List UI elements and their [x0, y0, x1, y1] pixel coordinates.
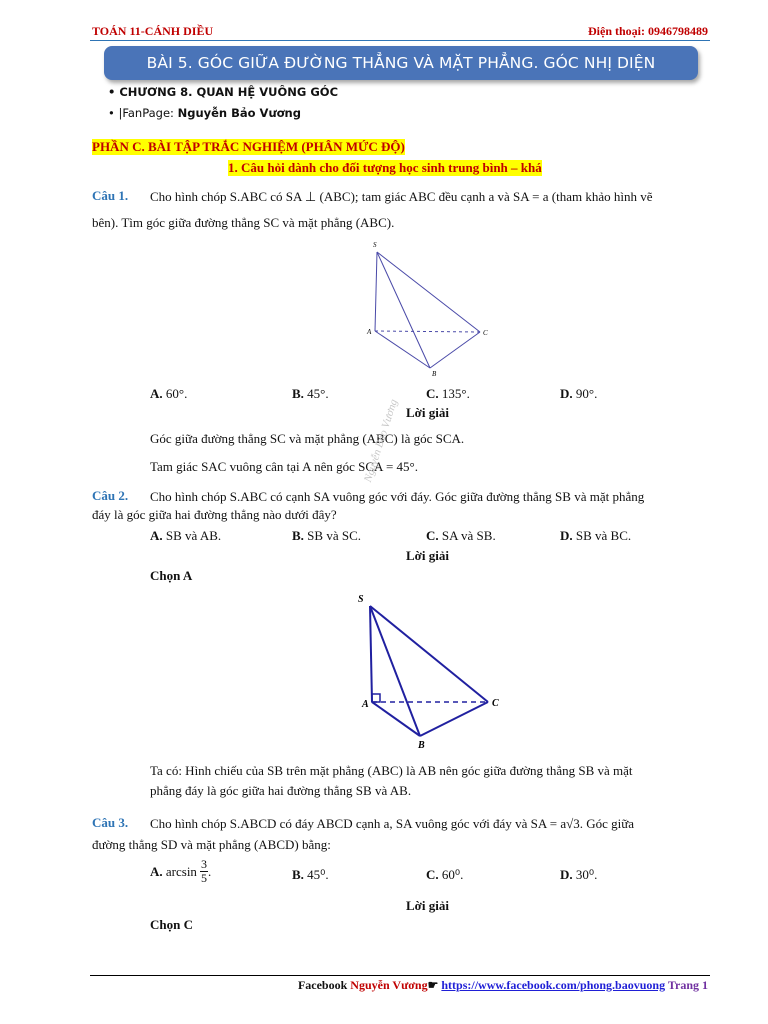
question-2-option-c[interactable] — [426, 527, 496, 545]
edge-sa — [375, 252, 377, 331]
footer-facebook-label: Facebook — [297, 978, 351, 992]
question-3-option-c[interactable] — [426, 866, 463, 884]
question-3-text-line2: đường thẳng SD và mặt phẳng (ABCD) bằng: — [92, 837, 331, 852]
vertex-b-label: B — [432, 370, 437, 378]
fanpage-bullet — [108, 106, 301, 120]
option-value: 45°. — [307, 386, 329, 401]
option-letter: D. — [560, 386, 573, 401]
edge-ac — [375, 331, 480, 332]
option-value: 135°. — [441, 386, 470, 401]
question-1-text-line1: Cho hình chóp S.ABC có SA ⊥ (ABC); tam giác ABC đều cạnh a và SA = a (tham khảo hình vẽ — [150, 189, 653, 204]
chapter-label: • CHƯƠNG 8. QUAN HỆ VUÔNG GÓC — [108, 85, 339, 99]
chapter-bullet — [108, 85, 338, 99]
question-2-option-d[interactable] — [560, 527, 631, 545]
option-value: arcsin — [165, 863, 197, 879]
pointer-icon: ☛ — [427, 978, 442, 992]
question-2-option-a[interactable] — [150, 527, 221, 545]
option-letter: A. — [150, 386, 163, 401]
lesson-title-banner: BÀI 5. GÓC GIỮA ĐƯỜNG THẲNG VÀ MẶT PHẲNG. GÓC NHỊ DIỆN — [104, 46, 698, 80]
option-value: 45⁰. — [307, 867, 329, 882]
option-value: 90°. — [575, 386, 598, 401]
option-letter: C. — [426, 867, 439, 882]
option-letter: D. — [560, 528, 573, 543]
option-letter: B. — [292, 528, 304, 543]
question-1-option-d[interactable] — [560, 385, 597, 403]
fraction-numerator: 3 — [200, 857, 207, 871]
option-letter: A. — [150, 863, 163, 879]
header-phone: Điện thoại: 0946798489 — [588, 24, 708, 38]
question-1-solution-line1: Góc giữa đường thẳng SC và mặt phẳng (ABC) là góc SCA. — [150, 431, 465, 446]
header-subject-prefix: TOÁN 11- — [92, 24, 145, 38]
question-2-option-b[interactable] — [292, 527, 361, 545]
question-3-option-b[interactable] — [292, 866, 329, 884]
header-subject — [92, 24, 213, 39]
option-letter: C. — [426, 386, 439, 401]
subsection-title: 1. Câu hỏi dành cho đối tượng học sinh trung bình – khá — [228, 160, 542, 175]
option-letter: D. — [560, 867, 573, 882]
vertex-c-label: C — [483, 329, 488, 337]
question-1-solution-title: Lời giải — [406, 405, 449, 420]
edge-bc — [430, 332, 480, 368]
vertex-s-label: S — [373, 241, 377, 249]
fanpage-name: Nguyễn Bảo Vương — [177, 106, 301, 120]
option-letter: A. — [150, 528, 163, 543]
question-3-option-a[interactable]: A. arcsin $\frac{3}{5}$ . — [150, 857, 212, 885]
fanpage-label: • |FanPage: — [108, 106, 178, 120]
footer-facebook-link[interactable]: https://www.facebook.com/phong.baovuong — [441, 978, 666, 992]
question-2-choice: Chọn A — [150, 568, 193, 583]
edge-bc — [420, 702, 488, 736]
question-2-solution-line1: Ta có: Hình chiếu của SB trên mặt phẳng (ABC) là AB nên góc giữa đường thẳng SB và mặt — [150, 763, 633, 778]
question-2-text-line2: đáy là góc giữa hai đường thẳng nào dưới đây? — [92, 507, 337, 522]
vertex-b-label: B — [418, 740, 425, 751]
edge-sa — [370, 606, 372, 702]
vertex-c-label: C — [492, 698, 499, 709]
option-value: SB và BC. — [575, 528, 632, 543]
footer — [298, 978, 708, 993]
question-1-solution-line2: Tam giác SAC vuông cân tại A nên góc SCA = 45°. — [150, 459, 418, 474]
fraction — [200, 858, 208, 885]
pyramid-figure-2 — [352, 588, 512, 754]
option-value: 60⁰. — [441, 867, 464, 882]
header-subject-suffix: CÁNH DIỀU — [144, 24, 214, 38]
option-value: SB và SC. — [307, 528, 361, 543]
vertex-a-label: A — [367, 328, 372, 336]
edge-sc — [377, 252, 480, 332]
option-letter: B. — [292, 386, 304, 401]
section-title: PHẦN C. BÀI TẬP TRẮC NGHIỆM (PHÂN MỨC ĐỘ) — [92, 139, 405, 154]
question-1-option-c[interactable] — [426, 385, 470, 403]
question-2-label: Câu 2. — [92, 488, 129, 503]
header-divider — [90, 40, 710, 41]
question-2-solution-line2: phẳng đáy là góc giữa hai đường thẳng SB và AB. — [150, 783, 412, 798]
fraction-denominator: 5 — [200, 871, 207, 885]
watermark: Nguyễn Bảo Vương — [362, 397, 401, 484]
question-3-label: Câu 3. — [92, 815, 129, 830]
question-1-label: Câu 1. — [92, 188, 129, 203]
right-angle-mark — [372, 694, 380, 702]
option-letter: C. — [426, 528, 439, 543]
question-1-option-b[interactable] — [292, 385, 329, 403]
question-3-text-line1: Cho hình chóp S.ABCD có đáy ABCD cạnh a, SA vuông góc với đáy và SA = a√3. Góc giữa — [150, 816, 635, 831]
vertex-a-label: A — [362, 699, 369, 710]
question-1-option-a[interactable] — [150, 385, 187, 403]
option-value: SA và SB. — [441, 528, 496, 543]
option-value: SB và AB. — [165, 528, 222, 543]
page-number: Trang 1 — [665, 978, 708, 992]
question-3-solution-title: Lời giải — [406, 898, 449, 913]
vertex-s-label: S — [358, 594, 364, 605]
option-value: 60°. — [165, 386, 188, 401]
footer-divider — [90, 975, 710, 976]
pyramid-figure-1 — [360, 238, 500, 378]
question-1-text-line2: bên). Tìm góc giữa đường thẳng SC và mặt phẳng (ABC). — [92, 215, 395, 230]
question-3-option-d[interactable] — [560, 866, 597, 884]
footer-author-name: Nguyễn Vương — [350, 978, 428, 992]
question-2-text-line1: Cho hình chóp S.ABC có cạnh SA vuông góc với đáy. Góc giữa đường thẳng SB và mặt phẳng — [150, 489, 645, 504]
option-value: 30⁰. — [575, 867, 598, 882]
question-3-choice: Chọn C — [150, 917, 193, 932]
question-2-solution-title: Lời giải — [406, 548, 449, 563]
option-letter: B. — [292, 867, 304, 882]
